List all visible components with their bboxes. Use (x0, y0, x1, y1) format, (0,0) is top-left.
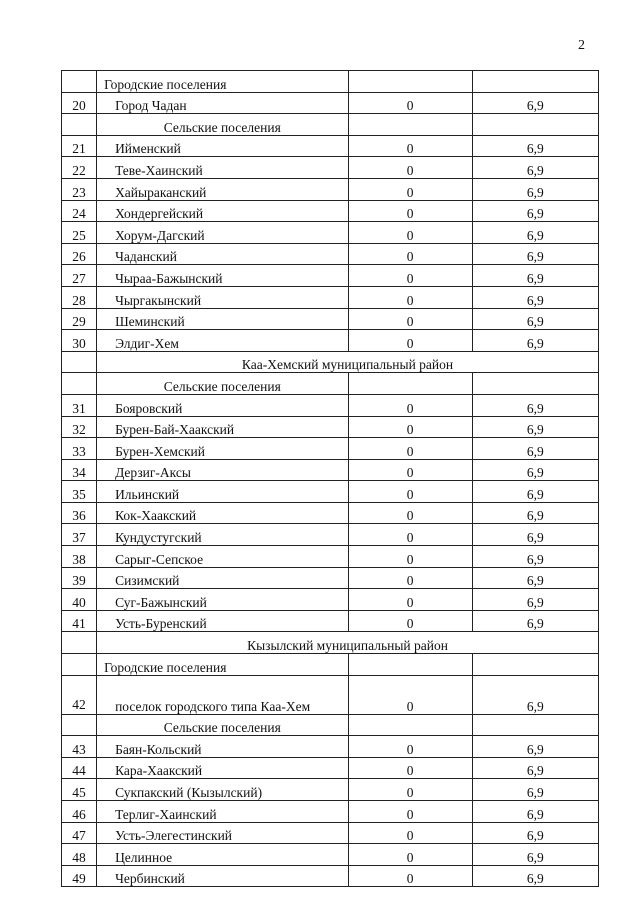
value-b: 6,9 (472, 135, 598, 157)
value-b: 6,9 (472, 200, 598, 222)
row-number: 32 (62, 416, 97, 438)
district-header: Каа-Хемский муниципальный район (97, 351, 599, 373)
table-row (62, 865, 599, 887)
table-row (62, 589, 599, 611)
group-header: Сельские поселения (97, 114, 348, 136)
value-b: 6,9 (472, 92, 598, 114)
value-a: 0 (348, 865, 472, 887)
row-number: 25 (62, 222, 97, 244)
table-row (62, 265, 599, 287)
value-a: 0 (348, 135, 472, 157)
table-row (62, 459, 599, 481)
row-number: 21 (62, 135, 97, 157)
table-row (62, 92, 599, 114)
table-row (62, 844, 599, 866)
value-b-empty (472, 714, 598, 736)
value-b: 6,9 (472, 286, 598, 308)
value-a-empty (348, 114, 472, 136)
table-row (62, 524, 599, 546)
value-a-empty (348, 373, 472, 395)
row-number: 36 (62, 502, 97, 524)
table-row (62, 178, 599, 200)
settlement-name: Шеминский (97, 308, 348, 330)
value-a: 0 (348, 330, 472, 352)
settlement-name: поселок городского типа Каа-Хем (97, 675, 348, 714)
row-number-empty (62, 71, 97, 93)
settlement-name: Хайыраканский (97, 178, 348, 200)
group-header: Городские поселения (97, 71, 348, 93)
group-header-row (62, 71, 599, 93)
settlement-name: Суг-Бажынский (97, 589, 348, 611)
value-a: 0 (348, 801, 472, 823)
value-a: 0 (348, 92, 472, 114)
settlement-name: Чербинский (97, 865, 348, 887)
row-number: 43 (62, 736, 97, 758)
row-number: 35 (62, 481, 97, 503)
value-a: 0 (348, 438, 472, 460)
value-b: 6,9 (472, 459, 598, 481)
value-b: 6,9 (472, 308, 598, 330)
value-b: 6,9 (472, 243, 598, 265)
value-a: 0 (348, 222, 472, 244)
table-body (62, 71, 599, 887)
row-number: 34 (62, 459, 97, 481)
value-b: 6,9 (472, 801, 598, 823)
row-number-empty (62, 714, 97, 736)
value-b: 6,9 (472, 736, 598, 758)
table-row (62, 222, 599, 244)
value-b: 6,9 (472, 844, 598, 866)
settlement-name: Сарыг-Сепское (97, 546, 348, 568)
settlement-name: Сукпакский (Кызылский) (97, 779, 348, 801)
value-b-empty (472, 373, 598, 395)
row-number: 47 (62, 822, 97, 844)
value-a: 0 (348, 481, 472, 503)
row-number: 24 (62, 200, 97, 222)
value-b: 6,9 (472, 416, 598, 438)
row-number: 45 (62, 779, 97, 801)
value-b: 6,9 (472, 779, 598, 801)
value-a: 0 (348, 779, 472, 801)
value-b: 6,9 (472, 567, 598, 589)
value-b: 6,9 (472, 757, 598, 779)
row-number: 27 (62, 265, 97, 287)
row-number: 44 (62, 757, 97, 779)
row-number-empty (62, 351, 97, 373)
value-a: 0 (348, 675, 472, 714)
value-b: 6,9 (472, 589, 598, 611)
row-number: 40 (62, 589, 97, 611)
value-b: 6,9 (472, 822, 598, 844)
table-row (62, 286, 599, 308)
value-a: 0 (348, 610, 472, 632)
table-row (62, 801, 599, 823)
value-a: 0 (348, 502, 472, 524)
row-number: 46 (62, 801, 97, 823)
value-a-empty (348, 654, 472, 676)
table-row (62, 822, 599, 844)
row-number: 28 (62, 286, 97, 308)
row-number: 20 (62, 92, 97, 114)
value-b: 6,9 (472, 222, 598, 244)
row-number: 31 (62, 394, 97, 416)
value-a: 0 (348, 157, 472, 179)
group-header-row (62, 714, 599, 736)
value-a: 0 (348, 524, 472, 546)
value-a: 0 (348, 567, 472, 589)
settlement-name: Дерзиг-Аксы (97, 459, 348, 481)
settlement-name: Элдиг-Хем (97, 330, 348, 352)
value-b-empty (472, 114, 598, 136)
value-b: 6,9 (472, 178, 598, 200)
page-number: 2 (578, 38, 585, 53)
row-number: 37 (62, 524, 97, 546)
row-number: 49 (62, 865, 97, 887)
table-row (62, 330, 599, 352)
group-header-row (62, 114, 599, 136)
value-b: 6,9 (472, 546, 598, 568)
settlement-name: Чаданский (97, 243, 348, 265)
settlement-name: Кок-Хаакский (97, 502, 348, 524)
settlement-name: Усть-Буренский (97, 610, 348, 632)
value-a: 0 (348, 178, 472, 200)
group-header: Сельские поселения (97, 714, 348, 736)
value-a: 0 (348, 265, 472, 287)
settlement-name: Хорум-Дагский (97, 222, 348, 244)
table-row (62, 546, 599, 568)
value-b: 6,9 (472, 524, 598, 546)
value-a: 0 (348, 589, 472, 611)
row-number-empty (62, 114, 97, 136)
value-b: 6,9 (472, 481, 598, 503)
row-number: 39 (62, 567, 97, 589)
value-b: 6,9 (472, 610, 598, 632)
value-b: 6,9 (472, 265, 598, 287)
table-row (62, 308, 599, 330)
table-row (62, 200, 599, 222)
settlement-name: Чыргакынский (97, 286, 348, 308)
table-row (62, 157, 599, 179)
value-a: 0 (348, 200, 472, 222)
settlement-name: Сизимский (97, 567, 348, 589)
row-number: 41 (62, 610, 97, 632)
table-row (62, 243, 599, 265)
value-b: 6,9 (472, 675, 598, 714)
value-a: 0 (348, 243, 472, 265)
value-a-empty (348, 71, 472, 93)
value-b-empty (472, 654, 598, 676)
row-number-empty (62, 632, 97, 654)
value-b: 6,9 (472, 865, 598, 887)
value-b: 6,9 (472, 330, 598, 352)
row-number: 38 (62, 546, 97, 568)
row-number: 48 (62, 844, 97, 866)
value-b: 6,9 (472, 502, 598, 524)
value-a-empty (348, 714, 472, 736)
value-b: 6,9 (472, 157, 598, 179)
value-a: 0 (348, 286, 472, 308)
settlement-name: Бурен-Бай-Хаакский (97, 416, 348, 438)
row-number: 30 (62, 330, 97, 352)
settlement-name: Кара-Хаакский (97, 757, 348, 779)
row-number: 23 (62, 178, 97, 200)
district-header: Кызылский муниципальный район (97, 632, 599, 654)
table-row (62, 135, 599, 157)
table-row (62, 779, 599, 801)
value-b: 6,9 (472, 394, 598, 416)
row-number: 42 (62, 675, 97, 714)
table-row (62, 567, 599, 589)
group-header-row (62, 373, 599, 395)
settlements-table (61, 70, 599, 887)
row-number: 26 (62, 243, 97, 265)
settlement-name: Чыраа-Бажынский (97, 265, 348, 287)
value-a: 0 (348, 844, 472, 866)
settlement-name: Город Чадан (97, 92, 348, 114)
value-a: 0 (348, 757, 472, 779)
value-b-empty (472, 71, 598, 93)
table-row (62, 416, 599, 438)
group-header-row (62, 654, 599, 676)
table-row (62, 675, 599, 714)
group-header: Городские поселения (97, 654, 348, 676)
district-header-row (62, 632, 599, 654)
settlement-name: Баян-Кольский (97, 736, 348, 758)
row-number-empty (62, 373, 97, 395)
settlement-name: Теве-Хаинский (97, 157, 348, 179)
value-a: 0 (348, 459, 472, 481)
row-number: 22 (62, 157, 97, 179)
value-a: 0 (348, 394, 472, 416)
settlement-name: Усть-Элегестинский (97, 822, 348, 844)
value-a: 0 (348, 736, 472, 758)
row-number: 33 (62, 438, 97, 460)
settlement-name: Ийменский (97, 135, 348, 157)
value-a: 0 (348, 308, 472, 330)
table-row (62, 438, 599, 460)
row-number-empty (62, 654, 97, 676)
settlement-name: Терлиг-Хаинский (97, 801, 348, 823)
table-row (62, 481, 599, 503)
settlement-name: Кундустугский (97, 524, 348, 546)
value-a: 0 (348, 822, 472, 844)
table-row (62, 394, 599, 416)
table-row (62, 757, 599, 779)
group-header: Сельские поселения (97, 373, 348, 395)
value-a: 0 (348, 416, 472, 438)
value-b: 6,9 (472, 438, 598, 460)
settlement-name: Ильинский (97, 481, 348, 503)
settlement-name: Бояровский (97, 394, 348, 416)
settlement-name: Хондергейский (97, 200, 348, 222)
settlement-name: Целинное (97, 844, 348, 866)
row-number: 29 (62, 308, 97, 330)
table-row (62, 736, 599, 758)
table-row (62, 610, 599, 632)
table-row (62, 502, 599, 524)
value-a: 0 (348, 546, 472, 568)
district-header-row (62, 351, 599, 373)
settlement-name: Бурен-Хемский (97, 438, 348, 460)
